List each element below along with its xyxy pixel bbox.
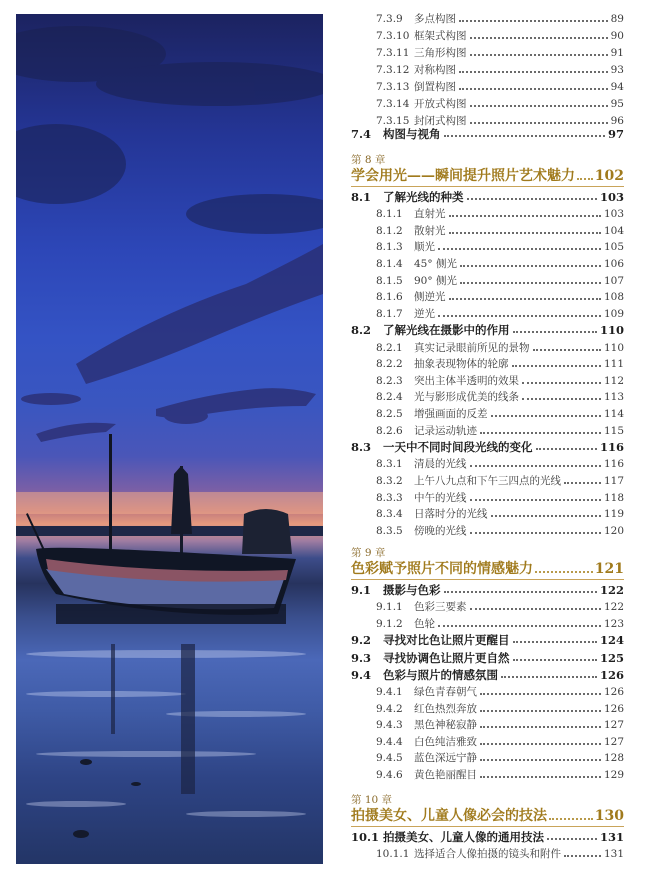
entry-title: 突出主体半透明的效果 [414, 374, 519, 387]
entry-number: 9.4.6 [376, 769, 403, 781]
entry-number: 8.3.1 [376, 458, 403, 471]
entry-number: 8.1.5 [376, 274, 403, 287]
dot-leader [459, 11, 608, 27]
entry-page-number: 125 [599, 650, 624, 665]
entry-page-number: 96 [610, 115, 624, 127]
dot-leader [501, 667, 597, 683]
toc-entry-row [376, 206, 624, 222]
entry-number: 8.1.6 [376, 291, 403, 304]
entry-title: 封闭式构图 [414, 115, 467, 127]
entry-number: 9.4.3 [376, 719, 403, 732]
entry-number: 10.1 [351, 830, 380, 844]
entry-title: 了解光线的种类 [383, 190, 464, 204]
entry-number: 8.3.2 [376, 475, 403, 487]
entry-page-number: 126 [603, 702, 624, 715]
entry-page-number: 124 [599, 633, 624, 648]
chapter-label: 第 9 章 [351, 547, 386, 559]
chapter-title: 拍摄美女、儿童人像必会的技法 [351, 808, 547, 824]
entry-title: 90° 侧光 [414, 274, 457, 287]
toc-entry-row [376, 306, 624, 322]
toc-section-row [351, 632, 624, 648]
chapter-label: 第 8 章 [351, 154, 386, 166]
entry-title: 摄影与色彩 [383, 583, 441, 597]
dot-leader [459, 79, 608, 95]
entry-page-number: 127 [603, 735, 624, 748]
entry-page-number: 129 [603, 769, 624, 781]
toc-entry-row [376, 239, 624, 255]
dot-leader [460, 256, 601, 272]
toc-section-row [351, 650, 624, 666]
entry-title: 色轮 [414, 617, 435, 630]
chapter-underline [351, 579, 624, 580]
entry-page-number: 128 [603, 752, 624, 765]
dot-leader [491, 506, 601, 522]
entry-page-number: 116 [603, 458, 624, 471]
entry-number: 8.2 [351, 323, 372, 338]
dot-leader [470, 456, 601, 472]
entry-title: 红色热烈奔放 [414, 702, 477, 715]
dot-leader [470, 523, 601, 539]
dot-leader [470, 490, 601, 506]
dot-leader [444, 126, 605, 142]
toc-section-row [351, 439, 624, 455]
toc-entry-row [376, 289, 624, 305]
entry-number: 8.1.7 [376, 307, 403, 320]
dot-leader [444, 582, 597, 598]
dot-leader [470, 599, 601, 615]
dot-leader [547, 829, 597, 845]
entry-number: 9.4.1 [376, 686, 403, 698]
entry-title: 色彩与照片的情感氛围 [383, 667, 498, 682]
entry-number: 8.2.4 [376, 391, 403, 404]
entry-title: 选择适合人像拍摄的镜头和附件 [414, 848, 561, 861]
dot-leader [549, 807, 593, 825]
toc-entry-row [376, 846, 624, 862]
chapter-title-row [351, 560, 624, 578]
entry-title: 拍摄美女、儿童人像的通用技法 [383, 830, 544, 844]
entry-title: 色彩三要素 [414, 601, 467, 614]
entry-title: 光与影形成优美的线条 [414, 391, 519, 404]
entry-page-number: 119 [603, 508, 624, 521]
dot-leader [480, 767, 601, 783]
dot-leader [449, 223, 601, 239]
entry-number: 9.4 [351, 667, 372, 682]
toc-entry-row [376, 717, 624, 733]
entry-page-number: 126 [603, 686, 624, 698]
entry-title: 白色纯洁雅致 [414, 735, 477, 748]
dot-leader [449, 289, 601, 305]
entry-title: 寻找协调色让照片更自然 [383, 650, 510, 665]
entry-title: 上午八九点和下午三四点的光线 [414, 475, 561, 487]
entry-page-number: 97 [607, 127, 624, 141]
dot-leader [535, 560, 593, 578]
dot-leader [438, 306, 601, 322]
toc-entry-row [376, 616, 624, 632]
entry-number: 8.1.1 [376, 208, 403, 221]
entry-number: 9.4.2 [376, 702, 403, 715]
toc-entry-row [376, 473, 624, 489]
toc-entry-row [376, 62, 624, 78]
entry-page-number: 115 [603, 424, 624, 437]
dot-leader [460, 273, 601, 289]
chapter-page-number: 102 [594, 168, 624, 184]
dot-leader [449, 206, 601, 222]
dot-leader [564, 473, 601, 489]
entry-page-number: 110 [599, 323, 624, 338]
toc-entry-row [376, 599, 624, 615]
dot-leader [470, 45, 608, 61]
toc-section-row [351, 126, 624, 142]
entry-number: 7.3.15 [376, 115, 410, 127]
toc-entry-row [376, 223, 624, 239]
entry-page-number: 131 [599, 830, 624, 844]
dot-leader [467, 189, 597, 205]
chapter-underline [351, 186, 624, 187]
entry-title: 对称构图 [414, 64, 456, 76]
entry-page-number: 103 [599, 190, 624, 204]
entry-number: 9.4.5 [376, 752, 403, 765]
entry-title: 逆光 [414, 307, 435, 320]
dot-leader [470, 96, 608, 112]
entry-title: 侧逆光 [414, 291, 446, 304]
chapter-label: 第 10 章 [351, 794, 393, 806]
chapter-title-row [351, 807, 624, 825]
toc-entry-row [376, 373, 624, 389]
toc-entry-row [376, 256, 624, 272]
entry-title: 顺光 [414, 241, 435, 254]
entry-page-number: 122 [599, 583, 624, 597]
entry-page-number: 123 [603, 617, 624, 630]
chapter-title: 学会用光——瞬间提升照片艺术魅力 [351, 168, 575, 184]
dot-leader [480, 423, 601, 439]
entry-title: 真实记录眼前所见的景物 [414, 341, 530, 354]
entry-number: 7.4 [351, 127, 372, 141]
entry-number: 7.3.11 [376, 47, 410, 59]
entry-number: 7.3.10 [376, 30, 410, 42]
entry-page-number: 118 [603, 491, 624, 504]
dot-leader [522, 389, 601, 405]
dot-leader [533, 340, 601, 356]
entry-title: 一天中不同时间段光线的变化 [383, 440, 533, 455]
entry-page-number: 112 [603, 374, 624, 387]
entry-title: 了解光线在摄影中的作用 [383, 323, 510, 338]
entry-page-number: 122 [603, 601, 624, 614]
toc-entry-row [376, 684, 624, 700]
toc-entry-row [376, 750, 624, 766]
entry-number: 8.2.1 [376, 341, 403, 354]
entry-number: 8.1 [351, 190, 372, 204]
entry-title: 黄色艳丽醒目 [414, 769, 477, 781]
entry-number: 8.3 [351, 440, 372, 455]
entry-number: 8.3.4 [376, 508, 403, 521]
entry-page-number: 113 [603, 391, 624, 404]
entry-number: 8.1.2 [376, 224, 403, 237]
toc-section-row [351, 667, 624, 683]
entry-title: 框架式构图 [414, 30, 467, 42]
entry-number: 8.2.6 [376, 424, 403, 437]
entry-number: 9.3 [351, 650, 372, 665]
dot-leader [513, 650, 597, 666]
chapter-title-row [351, 167, 624, 185]
entry-number: 7.3.14 [376, 98, 410, 110]
entry-number: 8.1.4 [376, 258, 403, 270]
entry-number: 7.3.13 [376, 81, 410, 93]
entry-title: 记录运动轨迹 [414, 424, 477, 437]
dot-leader [470, 28, 608, 44]
toc-section-row [351, 322, 624, 338]
entry-title: 构图与视角 [383, 127, 441, 141]
toc-entry-row [376, 96, 624, 112]
entry-number: 9.1 [351, 583, 372, 597]
toc-section-row [351, 189, 624, 205]
dot-leader [513, 322, 597, 338]
entry-number: 8.3.3 [376, 491, 403, 504]
dot-leader [480, 750, 601, 766]
entry-page-number: 114 [603, 408, 624, 420]
dot-leader [480, 717, 601, 733]
entry-number: 9.4.4 [376, 735, 403, 748]
toc-entry-row [376, 356, 624, 372]
toc-section-row [351, 582, 624, 598]
dot-leader [438, 616, 601, 632]
entry-number: 10.1.1 [376, 848, 410, 861]
toc-entry-row [376, 490, 624, 506]
entry-page-number: 105 [603, 241, 624, 254]
toc-entry-row [376, 28, 624, 44]
entry-number: 9.1.1 [376, 601, 403, 614]
dot-leader [491, 406, 601, 422]
entry-number: 7.3.9 [376, 13, 403, 25]
entry-number: 8.2.5 [376, 408, 403, 420]
entry-title: 三角形构图 [414, 47, 467, 59]
chapter-title: 色彩赋予照片不同的情感魅力 [351, 561, 533, 577]
entry-title: 黑色神秘寂静 [414, 719, 477, 732]
toc-section-row [351, 829, 624, 845]
entry-page-number: 93 [610, 64, 624, 76]
entry-page-number: 91 [610, 47, 624, 59]
dot-leader [522, 373, 601, 389]
dot-leader [480, 701, 601, 717]
entry-page-number: 131 [603, 848, 624, 861]
entry-title: 绿色青春朝气 [414, 686, 477, 698]
entry-title: 直射光 [414, 208, 446, 221]
entry-page-number: 107 [603, 274, 624, 287]
entry-number: 9.2 [351, 633, 372, 648]
entry-number: 9.1.2 [376, 617, 403, 630]
toc-entry-row [376, 701, 624, 717]
dot-leader [564, 846, 601, 862]
entry-title: 寻找对比色让照片更醒目 [383, 633, 510, 648]
entry-page-number: 109 [603, 307, 624, 320]
entry-page-number: 116 [599, 440, 624, 455]
entry-title: 日落时分的光线 [414, 508, 488, 521]
entry-title: 增强画面的反差 [414, 408, 488, 420]
dot-leader [536, 439, 597, 455]
toc-entry-row [376, 734, 624, 750]
toc-entry-row [376, 273, 624, 289]
toc-entry-row [376, 456, 624, 472]
chapter-page-number: 121 [594, 561, 624, 577]
entry-title: 倒置构图 [414, 81, 456, 93]
dot-leader [513, 632, 597, 648]
toc-entry-row [376, 406, 624, 422]
entry-title: 多点构图 [414, 13, 456, 25]
entry-page-number: 108 [603, 291, 624, 304]
toc-entry-row [376, 340, 624, 356]
dot-leader [459, 62, 608, 78]
dot-leader [577, 167, 593, 185]
chapter-page-number: 130 [594, 808, 624, 824]
toc-entry-row [376, 423, 624, 439]
entry-title: 蓝色深远宁静 [414, 752, 477, 765]
entry-number: 8.2.2 [376, 358, 403, 371]
dot-leader [480, 684, 601, 700]
toc-entry-row [376, 767, 624, 783]
entry-title: 开放式构图 [414, 98, 467, 110]
dot-leader [512, 356, 601, 372]
toc-entry-row [376, 389, 624, 405]
entry-number: 8.1.3 [376, 241, 403, 254]
entry-title: 抽象表现物体的轮廓 [414, 358, 509, 371]
entry-title: 傍晚的光线 [414, 524, 467, 537]
entry-page-number: 94 [610, 81, 624, 93]
toc-entry-row [376, 506, 624, 522]
entry-page-number: 95 [610, 98, 624, 110]
dot-leader [438, 239, 601, 255]
entry-title: 清晨的光线 [414, 458, 467, 471]
entry-page-number: 117 [603, 475, 624, 487]
entry-page-number: 120 [603, 524, 624, 537]
entry-page-number: 110 [603, 341, 624, 354]
toc-entry-row [376, 523, 624, 539]
entry-title: 45° 侧光 [414, 258, 457, 270]
entry-title: 中午的光线 [414, 491, 467, 504]
entry-page-number: 90 [610, 30, 624, 42]
entry-number: 7.3.12 [376, 64, 410, 76]
entry-number: 8.2.3 [376, 374, 403, 387]
entry-number: 8.3.5 [376, 524, 403, 537]
entry-page-number: 106 [603, 258, 624, 270]
chapter-underline [351, 826, 624, 827]
entry-page-number: 126 [599, 667, 624, 682]
entry-title: 散射光 [414, 224, 446, 237]
entry-page-number: 89 [610, 13, 624, 25]
entry-page-number: 111 [603, 358, 624, 371]
entry-page-number: 104 [603, 224, 624, 237]
toc-entry-row [376, 11, 624, 27]
entry-page-number: 127 [603, 719, 624, 732]
toc-entry-row [376, 79, 624, 95]
entry-page-number: 103 [603, 208, 624, 221]
dot-leader [480, 734, 601, 750]
toc-entry-row [376, 45, 624, 61]
